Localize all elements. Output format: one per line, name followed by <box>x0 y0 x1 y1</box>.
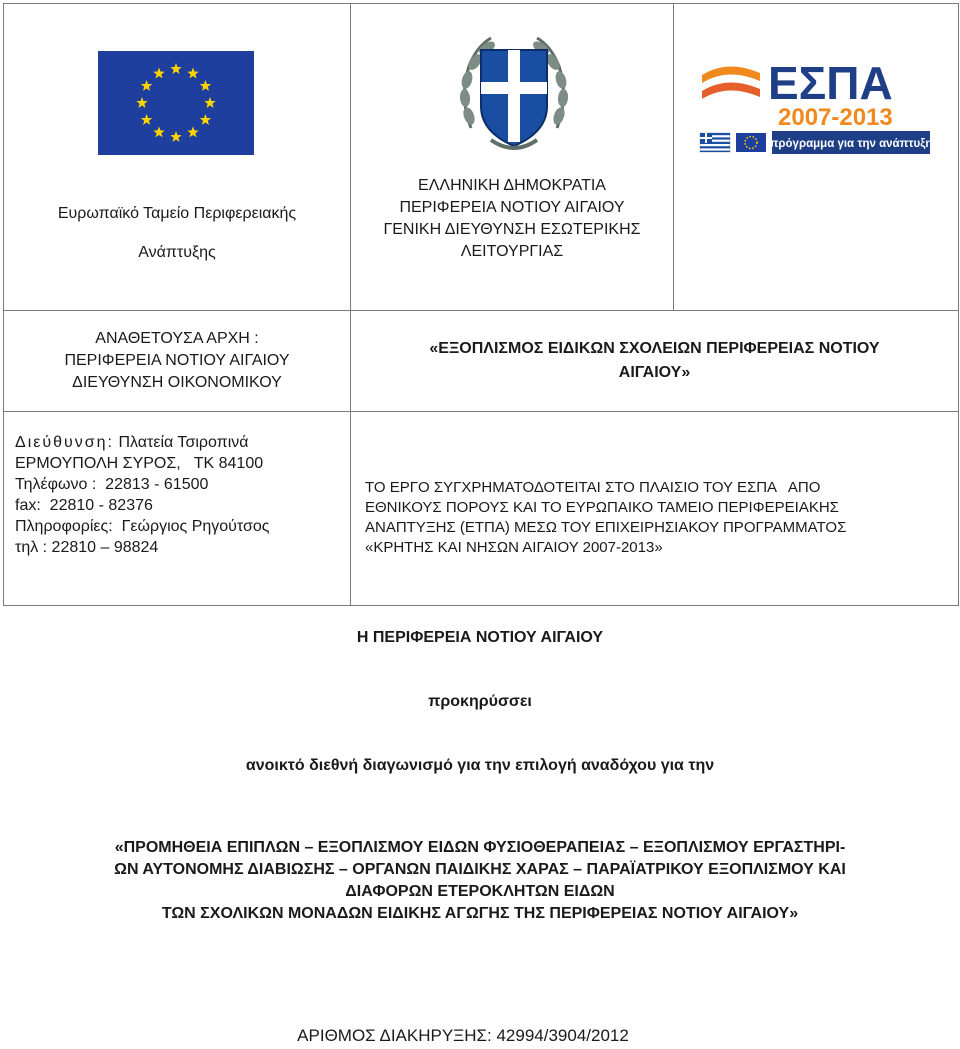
project-title-line-1: «ΕΞΟΠΛΙΣΜΟΣ ΕΙΔΙΚΩΝ ΣΧΟΛΕΙΩΝ ΠΕΡΙΦΕΡΕΙΑΣ ΝΟΤΙΟΥ <box>429 340 880 357</box>
funding-line-1: ΤΟ ΕΡΓΟ ΣΥΓΧΡΗΜΑΤΟΔΟΤΕΙΤΑΙ ΣΤΟ ΠΛΑΙΣΙΟ ΤΟΥ ΕΣΠΑ ΑΠΟ <box>365 478 821 496</box>
funding-line-3: ΑΝΑΠΤΥΞΗΣ (ΕΤΠΑ) ΜΕΣΩ ΤΟΥ ΕΠΙΧΕΙΡΗΣΙΑΚΟΥ ΠΡΟΓΡΑΜΜΑΤΟΣ <box>365 518 847 536</box>
tel-line: τηλ : 22810 – 98824 <box>15 539 159 556</box>
header-table <box>3 3 959 606</box>
funding-line-4: «ΚΡΗΤΗΣ ΚΑΙ ΝΗΣΩΝ ΑΙΓΑΙΟΥ 2007-2013» <box>365 538 663 556</box>
tender-description: ανοικτό διεθνή διαγωνισμό για την επιλογή αναδόχου για την <box>245 757 715 774</box>
eu-logo-cell <box>4 4 351 311</box>
eu-flag-icon <box>98 51 254 155</box>
espa-brand-text: ΕΣΠΑ <box>768 57 893 109</box>
eu-fund-caption-line-1: Ευρωπαϊκό Ταμείο Περιφερειακής <box>57 205 297 222</box>
project-title-line-2: ΑΙΓΑΙΟΥ» <box>618 364 691 381</box>
authority-line-2: ΠΕΡΙΦΕΡΕΙΑ ΝΟΤΙΟΥ ΑΙΓΑΙΟΥ <box>64 352 290 369</box>
project-title-cell <box>351 311 959 412</box>
espa-logo-cell <box>674 4 959 311</box>
announcement-verb: προκηρύσσει <box>428 693 532 710</box>
info-line: Πληροφορίες: Γεώργιος Ρηγούτσος <box>15 518 270 535</box>
republic-line-4: ΛΕΙΤΟΥΡΓΙΑΣ <box>460 243 564 260</box>
contracting-authority-cell <box>4 311 351 412</box>
republic-line-1: ΕΛΛΗΝΙΚΗ ΔΗΜΟΚΡΑΤΙΑ <box>418 177 606 194</box>
procurement-title-line-3: ΔΙΑΦΟΡΩΝ ΕΤΕΡΟΚΛΗΤΩΝ ΕΙΔΩΝ <box>345 883 615 900</box>
declaration-number: ΑΡΙΘΜΟΣ ΔΙΑΚΗΡΥΞΗΣ: 42994/3904/2012 <box>297 1026 629 1045</box>
issuer-heading: Η ΠΕΡΙΦΕΡΕΙΑ ΝΟΤΙΟΥ ΑΙΓΑΙΟΥ <box>356 629 604 646</box>
contact-cell <box>4 412 351 606</box>
authority-line-3: ΔΙΕΥΘΥΝΣΗ ΟΙΚΟΝΟΜΙΚΟΥ <box>72 374 282 391</box>
procurement-title-line-2: ΩΝ ΑΥΤΟΝΟΜΗΣ ΔΙΑΒΙΩΣΗΣ – ΟΡΓΑΝΩΝ ΠΑΙΔΙΚΗΣ ΧΑΡΑΣ – ΠΑΡΑΪΑΤΡΙΚΟΥ ΕΞΟΠΛΙΣΜΟΥ ΚΑΙ <box>114 861 846 878</box>
funding-line-2: ΕΘΝΙΚΟΥΣ ΠΟΡΟΥΣ ΚΑΙ ΤΟ ΕΥΡΩΠΑΙΚΟ ΤΑΜΕΙΟ ΠΕΡΙΦΕΡΕΙΑΚΗΣ <box>365 498 839 516</box>
procurement-title <box>0 837 960 925</box>
phone-line: Τηλέφωνο : 22813 - 61500 <box>15 476 209 493</box>
address-value: Πλατεία Τσιροπινά <box>118 434 249 451</box>
eu-fund-caption-line-2: Ανάπτυξης <box>138 244 216 261</box>
city-line: ΕΡΜΟΥΠΟΛΗ ΣΥΡΟΣ, ΤΚ 84100 <box>15 455 264 472</box>
republic-line-3: ΓΕΝΙΚΗ ΔΙΕΥΘΥΝΣΗ ΕΣΩΤΕΡΙΚΗΣ <box>383 221 641 238</box>
fax-line: fax: 22810 - 82376 <box>15 497 153 514</box>
greek-republic-cell <box>351 4 674 311</box>
espa-tagline-text: πρόγραμμα για την ανάπτυξη <box>769 138 933 150</box>
procurement-title-line-4: ΤΩΝ ΣΧΟΛΙΚΩΝ ΜΟΝΑΔΩΝ ΕΙΔΙΚΗΣ ΑΓΩΓΗΣ ΤΗΣ ΠΕΡΙΦΕΡΕΙΑΣ ΝΟΤΙΟΥ ΑΙΓΑΙΟΥ» <box>161 905 799 922</box>
espa-logo-icon <box>698 49 938 157</box>
address-line <box>15 432 350 453</box>
address-label: Διεύθυνση: <box>15 434 114 451</box>
espa-years-text: 2007-2013 <box>778 104 893 131</box>
republic-line-2: ΠΕΡΙΦΕΡΕΙΑ ΝΟΤΙΟΥ ΑΙΓΑΙΟΥ <box>399 199 625 216</box>
funding-cell <box>351 412 959 606</box>
procurement-title-line-1: «ΠΡΟΜΗΘΕΙΑ ΕΠΙΠΛΩΝ – ΕΞΟΠΛΙΣΜΟΥ ΕΙΔΩΝ ΦΥΣΙΟΘΕΡΑΠΕΙΑΣ – ΕΞΟΠΛΙΣΜΟΥ ΕΡΓΑΣΤΗΡΙ- <box>114 839 846 856</box>
authority-line-1: ΑΝΑΘΕΤΟΥΣΑ ΑΡΧΗ : <box>95 330 259 347</box>
greek-coat-of-arms-icon <box>451 28 577 160</box>
